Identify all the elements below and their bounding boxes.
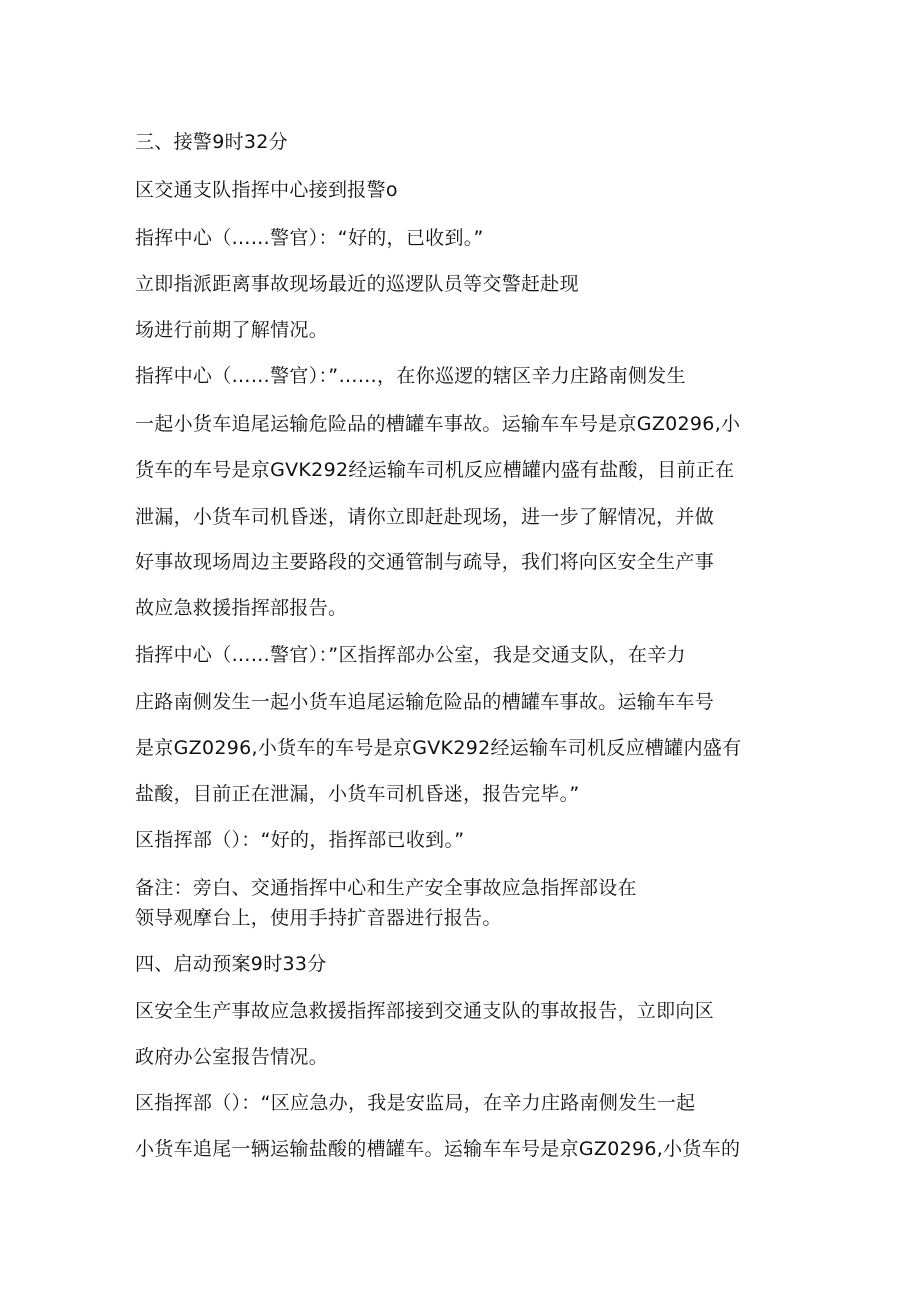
dialogue-line: 指挥中心（……警官）：”区指挥部办公室，我是交通支队，在辛力 [135, 644, 686, 666]
dialogue-line: 货车的车号是京GVK292经运输车司机反应槽罐内盛有盐酸，目前正在 [135, 459, 735, 481]
dialogue-line: 泄漏，小货车司机昏迷，请你立即赶赴现场，进一步了解情况，并做 [135, 506, 715, 528]
dialogue-line: 故应急救援指挥部报告。 [135, 597, 348, 619]
text-line: 场进行前期了解情况。 [135, 319, 329, 341]
dialogue-line: 指挥中心（……警官）：”……，在你巡逻的辖区辛力庄路南侧发生 [135, 365, 686, 387]
text-line: 区交通支队指挥中心接到报警o [135, 179, 398, 201]
dialogue-line: 指挥中心（……警官）：“好的，已收到。” [135, 227, 484, 249]
dialogue-line: 庄路南侧发生一起小货车追尾运输危险品的槽罐车事故。运输车车号 [135, 691, 715, 713]
section-heading-4: 四、启动预案9时33分 [135, 953, 327, 975]
text-line: 立即指派距离事故现场最近的巡逻队员等交警赶赴现 [135, 273, 579, 295]
dialogue-line: 是京GZ0296,小货车的车号是京GVK292经运输车司机反应槽罐内盛有 [135, 737, 742, 759]
dialogue-line: 区指挥部（）：“区应急办，我是安监局，在辛力庄路南侧发生一起 [135, 1092, 696, 1114]
text-line: 区安全生产事故应急救援指挥部接到交通支队的事故报告，立即向区 [135, 1000, 715, 1022]
dialogue-line: 区指挥部（）：“好的，指挥部已收到。” [135, 829, 465, 851]
text-line: 政府办公室报告情况。 [135, 1046, 329, 1068]
section-heading-3: 三、接警9时32分 [135, 131, 288, 153]
dialogue-line: 小货车追尾一辆运输盐酸的槽罐车。运输车车号是京GZ0296,小货车的 [135, 1138, 741, 1160]
note-line: 领导观摩台上，使用手持扩音器进行报告。 [135, 907, 502, 929]
note-line: 备注：旁白、交通指挥中心和生产安全事故应急指挥部设在 [135, 877, 637, 899]
dialogue-line: 好事故现场周边主要路段的交通管制与疏导，我们将向区安全生产事 [135, 551, 715, 573]
dialogue-line: 盐酸，目前正在泄漏，小货车司机昏迷，报告完毕。” [135, 783, 580, 805]
dialogue-line: 一起小货车追尾运输危险品的槽罐车事故。运输车车号是京GZ0296,小 [135, 413, 741, 435]
